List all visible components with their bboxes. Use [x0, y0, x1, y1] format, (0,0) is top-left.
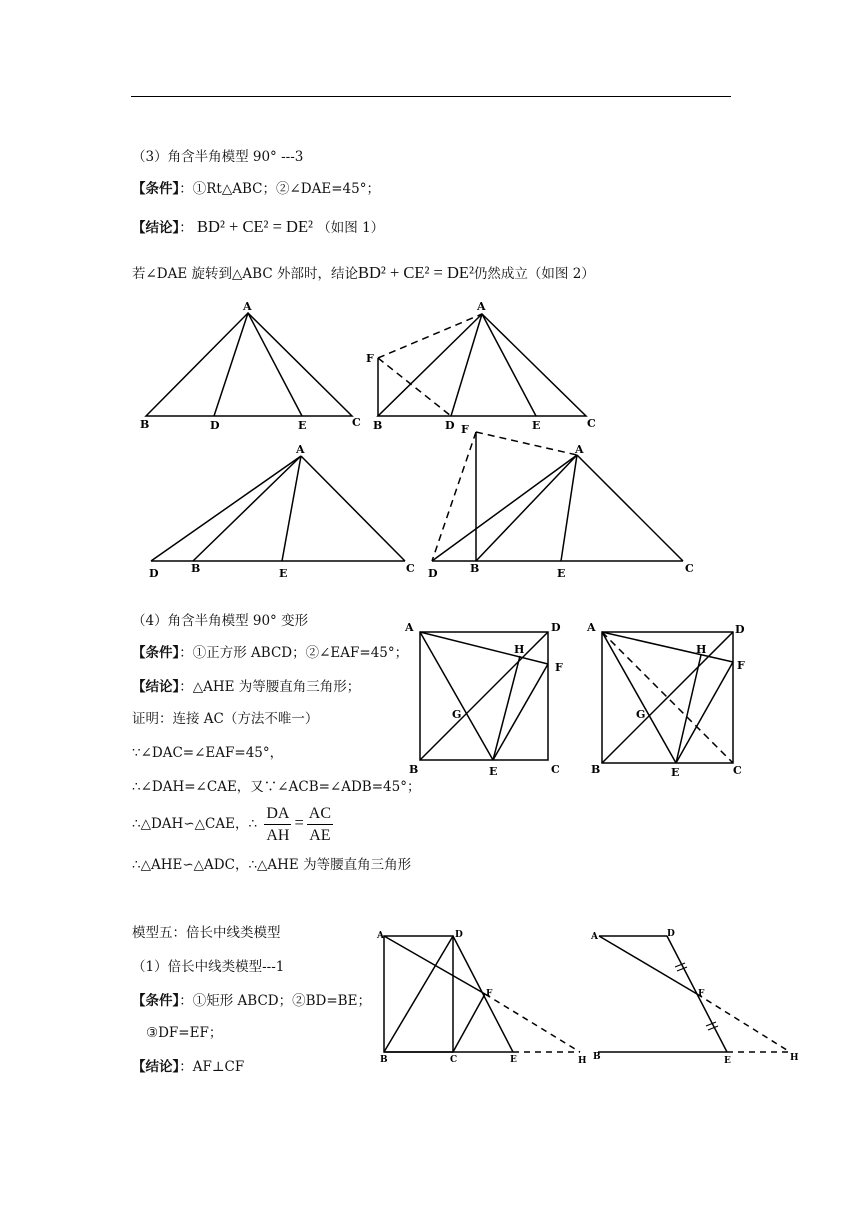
vertex-label: C: [406, 562, 415, 575]
vertex-label: B: [470, 562, 480, 575]
figure-1-triangle: [146, 313, 352, 416]
condition-tag: 【条件】: [132, 181, 180, 197]
equals-sign: =: [294, 813, 304, 832]
vertex-label: B: [140, 418, 150, 431]
conclusion-note: （如图 1）: [317, 220, 385, 236]
vertex-label: A: [591, 932, 598, 942]
vertex-label: D: [455, 930, 463, 940]
vertex-label: A: [587, 621, 596, 634]
vertex-label: E: [671, 766, 680, 779]
formula: BD² + CE² = DE²: [197, 217, 313, 236]
vertex-label: D: [445, 419, 455, 432]
formula: BD² + CE² = DE²: [357, 263, 474, 282]
vertex-label: C: [685, 562, 694, 575]
vertex-label: F: [461, 423, 469, 436]
fraction-numerator: DA: [264, 804, 291, 825]
vertex-label: E: [557, 567, 566, 580]
fraction-numerator: AC: [307, 804, 333, 825]
conclusion-text: ：△AHE 为等腰直角三角形；: [179, 679, 361, 695]
vertex-label: F: [486, 989, 493, 999]
vertex-label: B: [409, 763, 419, 776]
vertex-label: F: [366, 352, 374, 365]
vertex-label: B: [591, 763, 601, 776]
vertex-label: C: [352, 416, 361, 429]
condition-text: ：①矩形 ABCD；②BD=BE；: [179, 993, 371, 1009]
figure-4-triangle: [432, 432, 683, 561]
conclusion-tag: 【结论】: [132, 220, 180, 236]
vertex-label: F: [737, 659, 745, 672]
vertex-label: E: [532, 419, 541, 432]
vertex-label: H: [790, 1053, 799, 1063]
vertex-label: D: [551, 621, 561, 634]
conclusion-tag: 【结论】: [132, 1059, 180, 1075]
condition-text: ：①正方形 ABCD；②∠EAF=45°；: [179, 645, 409, 661]
vertex-label: E: [724, 1056, 731, 1066]
section5-heading: 模型五：倍长中线类模型: [132, 925, 281, 941]
figure-2-triangle: [378, 314, 586, 416]
vertex-label: E: [489, 765, 498, 778]
vertex-label: A: [477, 300, 486, 313]
vertex-label: C: [551, 763, 560, 776]
vertex-label: B: [380, 1055, 388, 1065]
vertex-label: A: [575, 443, 584, 456]
proof-step-3-prefix: ∴△DAH∽△CAE，∴: [132, 816, 258, 832]
rotation-text-before: 若∠DAE 旋转到△ABC 外部时，结论: [132, 266, 358, 282]
vertex-label: E: [279, 567, 288, 580]
proof-step-2: ∴∠DAH=∠CAE，又∵∠ACB=∠ADB=45°；: [132, 779, 421, 795]
vertex-label: H: [514, 643, 525, 656]
vertex-label: F: [555, 661, 563, 674]
vertex-label: C: [733, 764, 742, 777]
vertex-label: B: [593, 1052, 601, 1062]
condition-tag: 【条件】: [132, 993, 180, 1009]
vertex-label: H: [578, 1056, 587, 1066]
vertex-label: A: [296, 443, 305, 456]
vertex-label: B: [373, 419, 383, 432]
vertex-label: A: [243, 300, 252, 313]
proof-step-4: ∴△AHE∽△ADC，∴△AHE 为等腰直角三角形: [132, 857, 412, 873]
vertex-label: D: [735, 623, 745, 636]
section5-subheading: （1）倍长中线类模型---1: [132, 959, 285, 975]
conclusion-colon: ：: [179, 220, 193, 236]
rotation-text-after: 仍然成立（如图 2）: [473, 266, 595, 282]
proof-intro: 证明：连接 AC（方法不唯一）: [132, 711, 319, 727]
vertex-label: H: [696, 643, 707, 656]
vertex-label: G: [636, 708, 646, 721]
condition-text: ：①Rt△ABC；②∠DAE=45°；: [179, 181, 380, 197]
vertex-label: D: [149, 567, 159, 580]
fraction-denominator: AE: [309, 827, 331, 844]
section5-condition-2: ③DF=EF；: [146, 1025, 223, 1041]
vertex-label: A: [405, 621, 414, 634]
vertex-label: C: [450, 1055, 458, 1065]
vertex-label: C: [587, 417, 596, 430]
section3-heading: （3）角含半角模型 90° ---3: [132, 149, 304, 165]
condition-tag: 【条件】: [132, 645, 180, 661]
vertex-label: D: [210, 419, 220, 432]
vertex-label: E: [298, 419, 307, 432]
conclusion-tag: 【结论】: [132, 679, 180, 695]
figure-7-rectangle: [384, 936, 580, 1052]
fraction-denominator: AH: [266, 827, 290, 844]
vertex-label: E: [510, 1055, 517, 1065]
vertex-label: A: [377, 931, 384, 941]
vertex-label: F: [698, 989, 705, 999]
section4-heading: （4）角含半角模型 90° 变形: [132, 613, 309, 629]
figure-6-square: [602, 632, 733, 763]
proof-step-1: ∵∠DAC=∠EAF=45°，: [132, 745, 284, 761]
figure-8-trapezoid: [598, 936, 790, 1052]
vertex-label: B: [191, 562, 201, 575]
vertex-label: G: [452, 708, 462, 721]
vertex-label: D: [667, 929, 675, 939]
vertex-label: D: [428, 567, 438, 580]
figure-5-square: [420, 632, 548, 760]
conclusion-text: ：AF⊥CF: [179, 1059, 245, 1075]
figure-3-triangle: [151, 456, 405, 561]
